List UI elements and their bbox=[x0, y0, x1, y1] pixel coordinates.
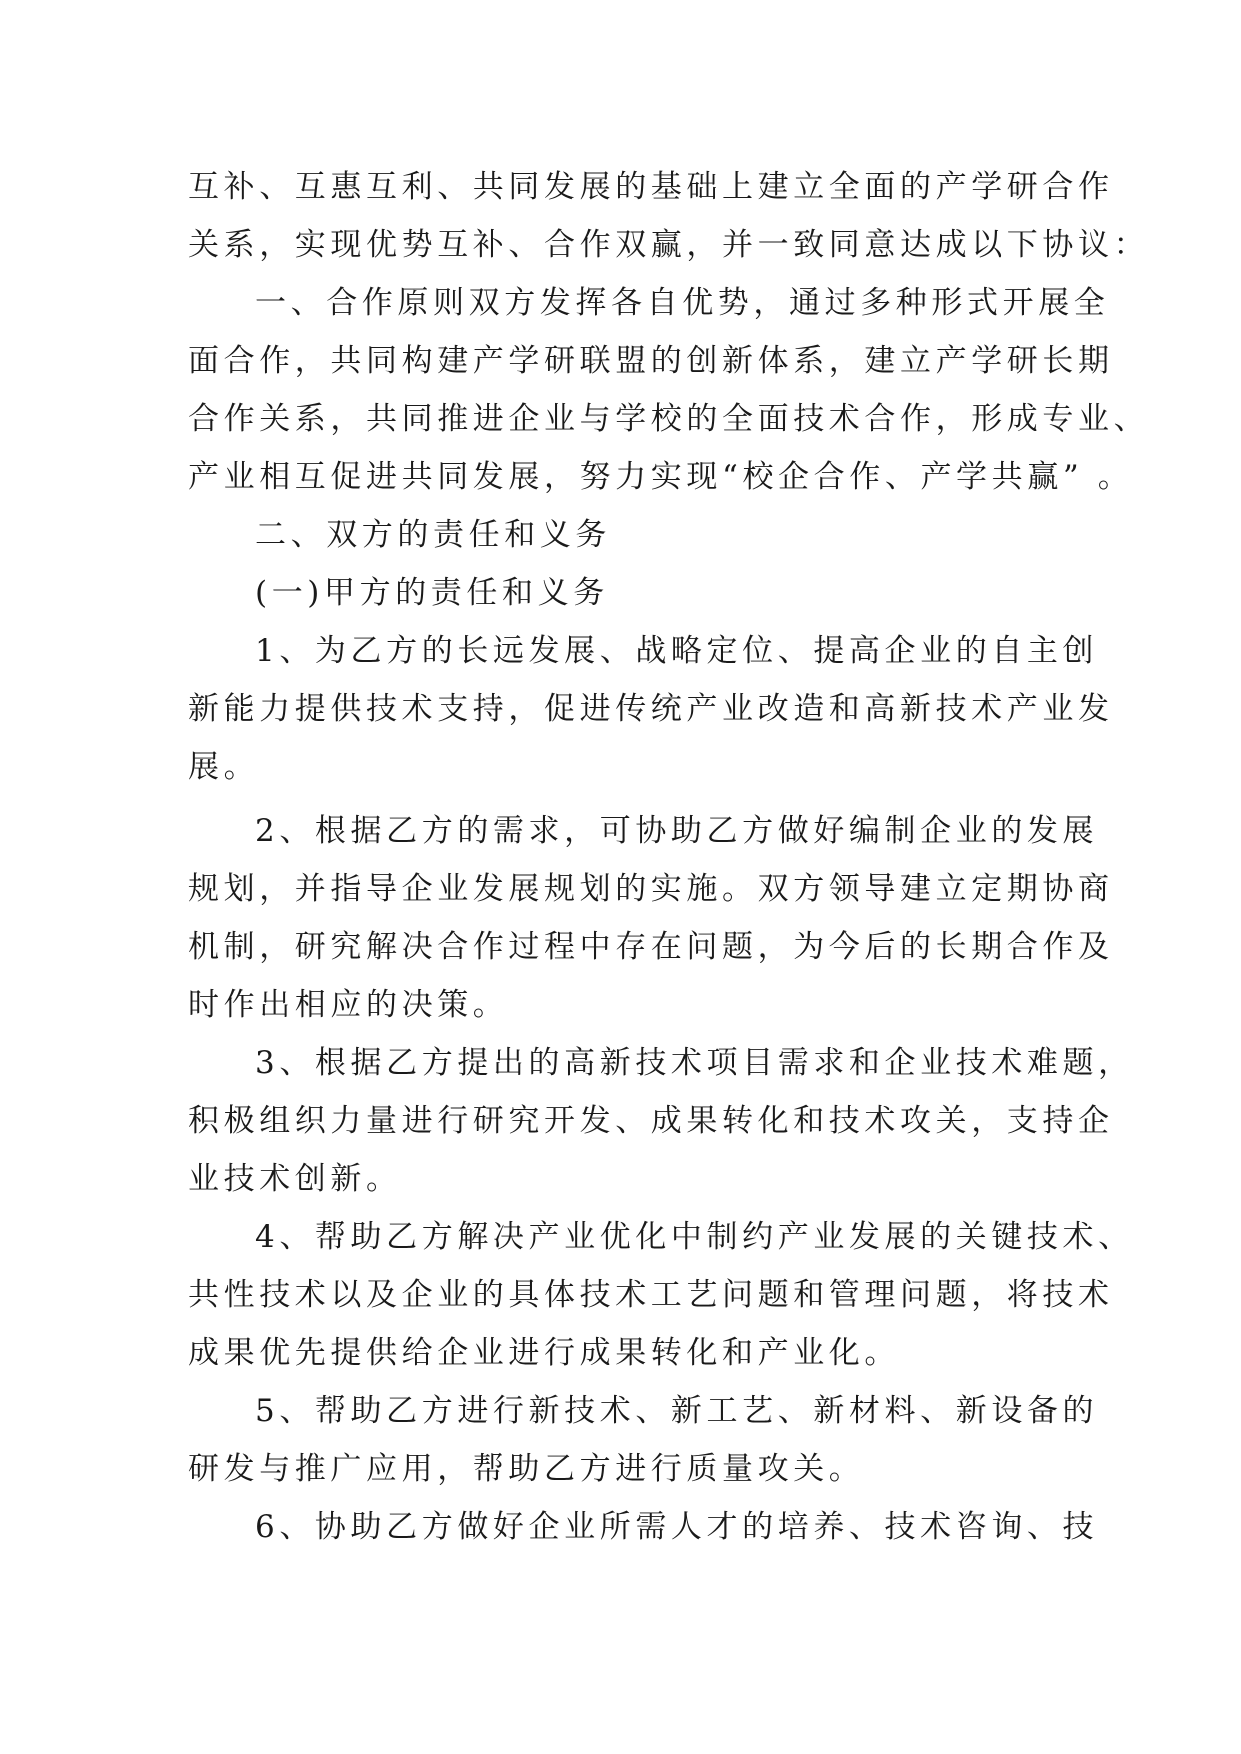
list-item: 5、帮助乙方进行新技术、新工艺、新材料、新设备的 bbox=[255, 1393, 1099, 1429]
text-line: 机制，研究解决合作过程中存在问题，为今后的长期合作及 bbox=[188, 929, 1114, 965]
text-line: 展。 bbox=[188, 749, 260, 785]
text-line: 产业相互促进共同发展，努力实现“校企合作、产学共赢” 。 bbox=[188, 459, 1134, 495]
text-line: 规划，并指导企业发展规划的实施。双方领导建立定期协商 bbox=[188, 871, 1114, 907]
list-item: 4、帮助乙方解决产业优化中制约产业发展的关键技术、 bbox=[255, 1219, 1134, 1255]
text-line: 业技术创新。 bbox=[188, 1161, 402, 1197]
list-item: 1、为乙方的长远发展、战略定位、提高企业的自主创 bbox=[255, 633, 1099, 669]
text-line: 成果优先提供给企业进行成果转化和产业化。 bbox=[188, 1335, 900, 1371]
section-heading: 二、双方的责任和义务 bbox=[255, 517, 611, 553]
subsection-heading: (一)甲方的责任和义务 bbox=[255, 575, 609, 611]
text-line: 研发与推广应用，帮助乙方进行质量攻关。 bbox=[188, 1451, 865, 1487]
text-line: 新能力提供技术支持，促进传统产业改造和高新技术产业发 bbox=[188, 691, 1114, 727]
text-line: 关系，实现优势互补、合作双赢，并一致同意达成以下协议： bbox=[188, 227, 1150, 263]
list-item: 3、根据乙方提出的高新技术项目需求和企业技术难题， bbox=[255, 1045, 1134, 1081]
list-item: 6、协助乙方做好企业所需人才的培养、技术咨询、技 bbox=[255, 1509, 1099, 1545]
list-item: 2、根据乙方的需求，可协助乙方做好编制企业的发展 bbox=[255, 813, 1099, 849]
text-line: 时作出相应的决策。 bbox=[188, 987, 509, 1023]
text-line: 合作关系，共同推进企业与学校的全面技术合作，形成专业、 bbox=[188, 401, 1150, 437]
text-line: 面合作，共同构建产学研联盟的创新体系，建立产学研长期 bbox=[188, 343, 1114, 379]
text-line: 积极组织力量进行研究开发、成果转化和技术攻关，支持企 bbox=[188, 1103, 1114, 1139]
text-line: 共性技术以及企业的具体技术工艺问题和管理问题，将技术 bbox=[188, 1277, 1114, 1313]
paragraph-heading: 一、合作原则双方发挥各自优势，通过多种形式开展全 bbox=[255, 285, 1110, 321]
text-line: 互补、互惠互利、共同发展的基础上建立全面的产学研合作 bbox=[188, 169, 1114, 205]
